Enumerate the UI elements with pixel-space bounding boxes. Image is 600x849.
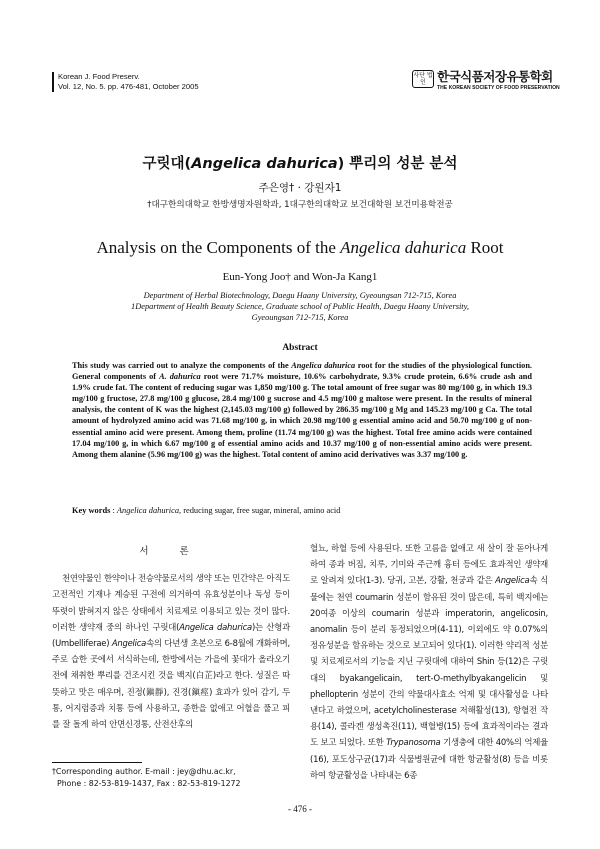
cont-latin-1: Angelica (495, 575, 530, 586)
affiliation-line-3: Gyeoungsan 712-715, Korea (251, 313, 349, 322)
cont-latin-2: Trypanosoma (386, 737, 441, 748)
english-affiliation (80, 290, 520, 323)
corresponding-author-footnote (52, 766, 240, 790)
intro-text-2: )는 산형과(Umbelliferae) (52, 621, 290, 649)
english-title-post: Root (466, 238, 504, 257)
english-title (0, 238, 600, 258)
intro-text-3: 속의 다년생 초본으로 6-8월에 개화하며, 주로 습한 곳에서 서식하는데, 한방에서는 가을에 꽃대가 올라오기 전에 채취한 뿌리를 건조시킨 것을 백지(白芷)라고 한다. 성질은 따뜻하고 맛은 매우며, 진정(鎭靜), 진경(鎭痙) 효과가 있어 감기, 두통, 어지럼증과 치통 등에 사용하고, 종한을 없애고 어혈을 풀고 피를 잘 돌게 하여 안면신경통, 산전산후의 (52, 638, 291, 730)
society-name-english: THE KOREAN SOCIETY OF FOOD PRESERVATION (437, 85, 560, 91)
keywords-list: reducing sugar, free sugar, mineral, amino acid (181, 506, 341, 515)
korean-title-pre: 구릿대( (142, 156, 192, 172)
cont-text-1: 혈뇨, 하혈 등에 사용된다. 또한 고름을 없애고 새 살이 잘 돋아나게 하여 종과 버짐, 치루, 기미와 주근깨 흉터 등에도 효과적인 생약재로 알려져 있다(1-3). 당귀, 고본, 강활, 천궁과 같은 (310, 543, 548, 586)
footnote-phone: Phone : 82-53-819-1437, Fax : 82-53-819-1272 (57, 779, 241, 788)
korean-affiliation: †대구한의대학교 한방생명자원학과, 1대구한의대학교 보건대학원 보건미용학전공 (147, 200, 453, 210)
footnote-email: †Corresponding author. E-mail : jey@dhu.ac.kr, (52, 767, 236, 776)
affiliation-line-2: 1Department of Health Beauty Science, Graduate school of Public Health, Daegu Haany University, (131, 302, 469, 311)
english-authors: Eun-Yong Joo† and Won-Ja Kang1 (222, 271, 378, 283)
abstract-latin-1: Angelica dahurica (291, 361, 356, 370)
section-heading: 서 론 (139, 546, 203, 557)
page-number: - 476 - (288, 804, 312, 814)
intro-paragraph (52, 570, 290, 732)
intro-latin-2: Angelica (111, 638, 147, 649)
society-name: 한국식품저장유통학회 (437, 69, 553, 84)
journal-citation (52, 72, 199, 92)
korean-title-latin: Angelica dahurica (191, 156, 338, 172)
abstract-body (72, 360, 532, 460)
cont-text-2: 속 식물에는 천연 coumarin 성분이 함유된 것이 많은데, 특히 백지에는 20여종 이상의 coumarin 성분과 imperatorin, angelicosin, anomalin 등이 분리 동정되었으며(4-11), 이외에도 약 0.07%의 정유성분을 함유하는 것으로 보고되어 있다(1). 이러한 약리적 성분 및 치료제로서의 기능을 지닌 구릿대에 대하여 Shin 등(12)은 구릿대의 byakangelicain, tert-O-methylbyakangelicin 및 phellopterin 성분이 간의 약물대사효소 억제 및 대사활성을 나타낸다고 하였으며, acetylcholinesterase 저해활성(13), 항혈전 작용(14), 콜라겐 생성촉진(11), 백혈병(15) 등에 효과적이라는 결과도 보고 되었다. 또한 (310, 575, 548, 748)
korean-title (0, 152, 600, 173)
journal-volume: Vol. 12, No. 5. pp. 476-481, October 2005 (52, 82, 199, 92)
affiliation-line-1: Department of Herbal Biotechnology, Daegu Haany University, Gyeoungsan 712-715, Korea (143, 291, 457, 300)
korean-authors: 주은영† · 강원자1 (258, 182, 342, 194)
society-logo (412, 69, 560, 94)
english-title-pre: Analysis on the Components of the (96, 238, 341, 257)
intro-latin-1: Angelica dahurica (179, 621, 252, 632)
english-title-latin: Angelica dahurica (340, 238, 467, 257)
body-column-left (52, 544, 290, 732)
abstract-text-2: root for the studies of the physiological function. General components of (72, 361, 533, 382)
journal-name: Korean J. Food Preserv. (52, 72, 199, 82)
intro-paragraph-continued (310, 540, 548, 783)
keywords-latin: Angelica dahurica, (116, 506, 182, 515)
intro-text-1: 천연약물인 한약이나 전승약물로서의 생약 또는 민간약은 아직도 고전적인 기재나 계승된 구전에 의거하여 유효성분이나 독성 등이 뚜렷이 밝혀지지 않은 상태에서 치료제로 이용되고 있는 것이 많다. 이러한 생약재 중의 하나인 구릿대( (52, 573, 290, 632)
korean-title-post: ) 뿌리의 성분 분석 (337, 156, 458, 172)
abstract-heading: Abstract (282, 343, 318, 353)
society-emblem: 사단 법인 (413, 72, 433, 86)
keywords: Key words : Angelica dahurica, reducing sugar, free sugar, mineral, amino acid (72, 506, 341, 515)
abstract-latin-2: A. dahurica (159, 372, 201, 382)
footnote-divider (52, 762, 142, 763)
cont-text-3: 기생충에 대한 40%의 억제율(16), 포도상구균(17)과 식물병원균에 대한 항균활성(8) 등을 비롯하여 항균활성을 나타내는 6종 (310, 737, 548, 780)
abstract-text-3: root were 71.7% moisture, 10.6% carbohydrate, 9.3% crude protein, 6.6% crude ash and 1.9% crude fat. The content of reducing sugar was 1,850 mg/100 g. The total amount of free sugar was 80 mg/100 g, in which 19.3 mg/100 g fructose, 27.8 mg/100 g glucose, 28.4 mg/100 g sucrose and 4.5 mg/100 g maltose were present. In the results of mineral analysis, the content of K was the highest (2,145.03 mg/100 g) followed by 286.35 mg/100 g Mg and 145.23 mg/100 g Ca. The total amount of hydrolyzed amino acid was 71.68 mg/100 g, in which 20.98 mg/100 g essential amino acid and 50.70 mg/100 g of non-essential amino acid were present. Among them, proline (11.74 mg/100 g) was the highest. Total free amino acids were contained 17.04 mg/100 g, in which 6.67 mg/100 g of essential amino acids and 10.37 mg/100 g of non-essential amino acids were present. Among them alanine (5.96 mg/100 g) was the highest. Total content of amino acid derivatives was 3.37 mg/100 g. (72, 372, 532, 459)
body-column-right (310, 540, 548, 783)
abstract-text-1: This study was carried out to analyze the components of the (72, 361, 292, 370)
keywords-label: Key words (72, 506, 111, 515)
